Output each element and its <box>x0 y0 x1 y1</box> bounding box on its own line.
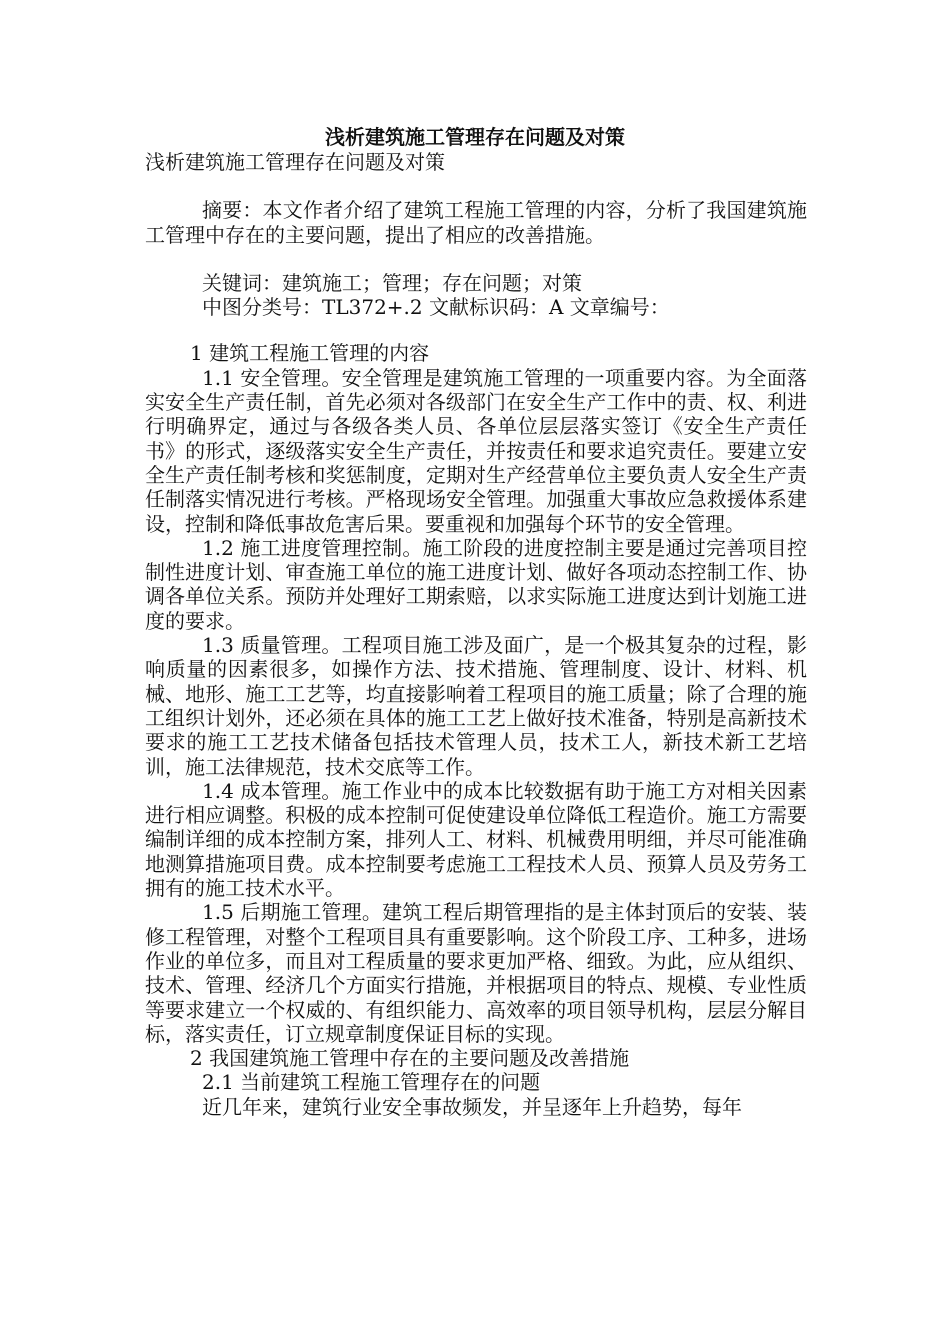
body-paragraph-last: 近几年来，建筑行业安全事故频发，并呈逐年上升趋势，每年 <box>202 1094 742 1119</box>
page-title: 浅析建筑施工管理存在问题及对策 <box>325 125 625 149</box>
classification-line: 中图分类号：TL372+.2 文献标识码：A 文章编号： <box>202 295 670 320</box>
section-paragraph-1-1: 1.1 安全管理。安全管理是建筑施工管理的一项重要内容。为全面落实安全生产责任制，首先必须对各级部门在安全生产工作中的责、权、利进行明确界定，通过与各级各类人员、各单位层层落实签订《安全生产责任书》的形式，逐级落实安全生产责任，并按责任和要求追究责任。要建立安全生产责任制考核和奖惩制度，定期对生产经营单位主要负责人安全生产责任制落实情况进行考核。严格现场安全管理。加强重大事故应急救援体系建设，控制和降低事故危害后果。要重视和加强每个环节的安全管理。 <box>145 365 807 536</box>
section-paragraph-1-4: 1.4 成本管理。施工作业中的成本比较数据有助于施工方对相关因素进行相应调整。积极的成本控制可促使建设单位降低工程造价。施工方需要编制详细的成本控制方案，排列人工、材料、机械费用明细，并尽可能准确地测算措施项目费。成本控制要考虑施工工程技术人员、预算人员及劳务工拥有的施工技术水平。 <box>145 778 807 901</box>
keywords-line: 关键词：建筑施工；管理；存在问题；对策 <box>202 270 582 295</box>
section-paragraph-1-2: 1.2 施工进度管理控制。施工阶段的进度控制主要是通过完善项目控制性进度计划、审查施工单位的施工进度计划、做好各项动态控制工作、协调各单位关系。预防并处理好工期索赔，以求实际施工进度达到计划施工进度的要求。 <box>145 535 807 633</box>
document-body <box>145 150 807 1119</box>
section-heading-1: 1 建筑工程施工管理的内容 <box>190 341 430 366</box>
abstract-paragraph: 摘要：本文作者介绍了建筑工程施工管理的内容，分析了我国建筑施工管理中存在的主要问题，提出了相应的改善措施。 <box>145 198 807 247</box>
section-paragraph-1-5: 1.5 后期施工管理。建筑工程后期管理指的是主体封顶后的安装、装修工程管理，对整个工程项目具有重要影响。这个阶段工序、工种多，进场作业的单位多，而且对工程质量的要求更加严格、细致。为此，应从组织、技术、管理、经济几个方面实行措施，并根据项目的特点、规模、专业性质等要求建立一个权威的、有组织能力、高效率的项目领导机构，层层分解目标，落实责任，订立规章制度保证目标的实现。 <box>145 900 807 1046</box>
subsection-heading-2-1: 2.1 当前建筑工程施工管理存在的问题 <box>202 1070 541 1095</box>
document-subtitle: 浅析建筑施工管理存在问题及对策 <box>145 150 445 174</box>
section-heading-2: 2 我国建筑施工管理中存在的主要问题及改善措施 <box>190 1046 630 1071</box>
section-paragraph-1-3: 1.3 质量管理。工程项目施工涉及面广，是一个极其复杂的过程，影响质量的因素很多，如操作方法、技术措施、管理制度、设计、材料、机械、地形、施工工艺等，均直接影响着工程项目的施工质量；除了合理的施工组织计划外，还必须在具体的施工工艺上做好技术准备，特别是高新技术要求的施工工艺技术储备包括技术管理人员，技术工人，新技术新工艺培训，施工法律规范，技术交底等工作。 <box>145 633 807 779</box>
